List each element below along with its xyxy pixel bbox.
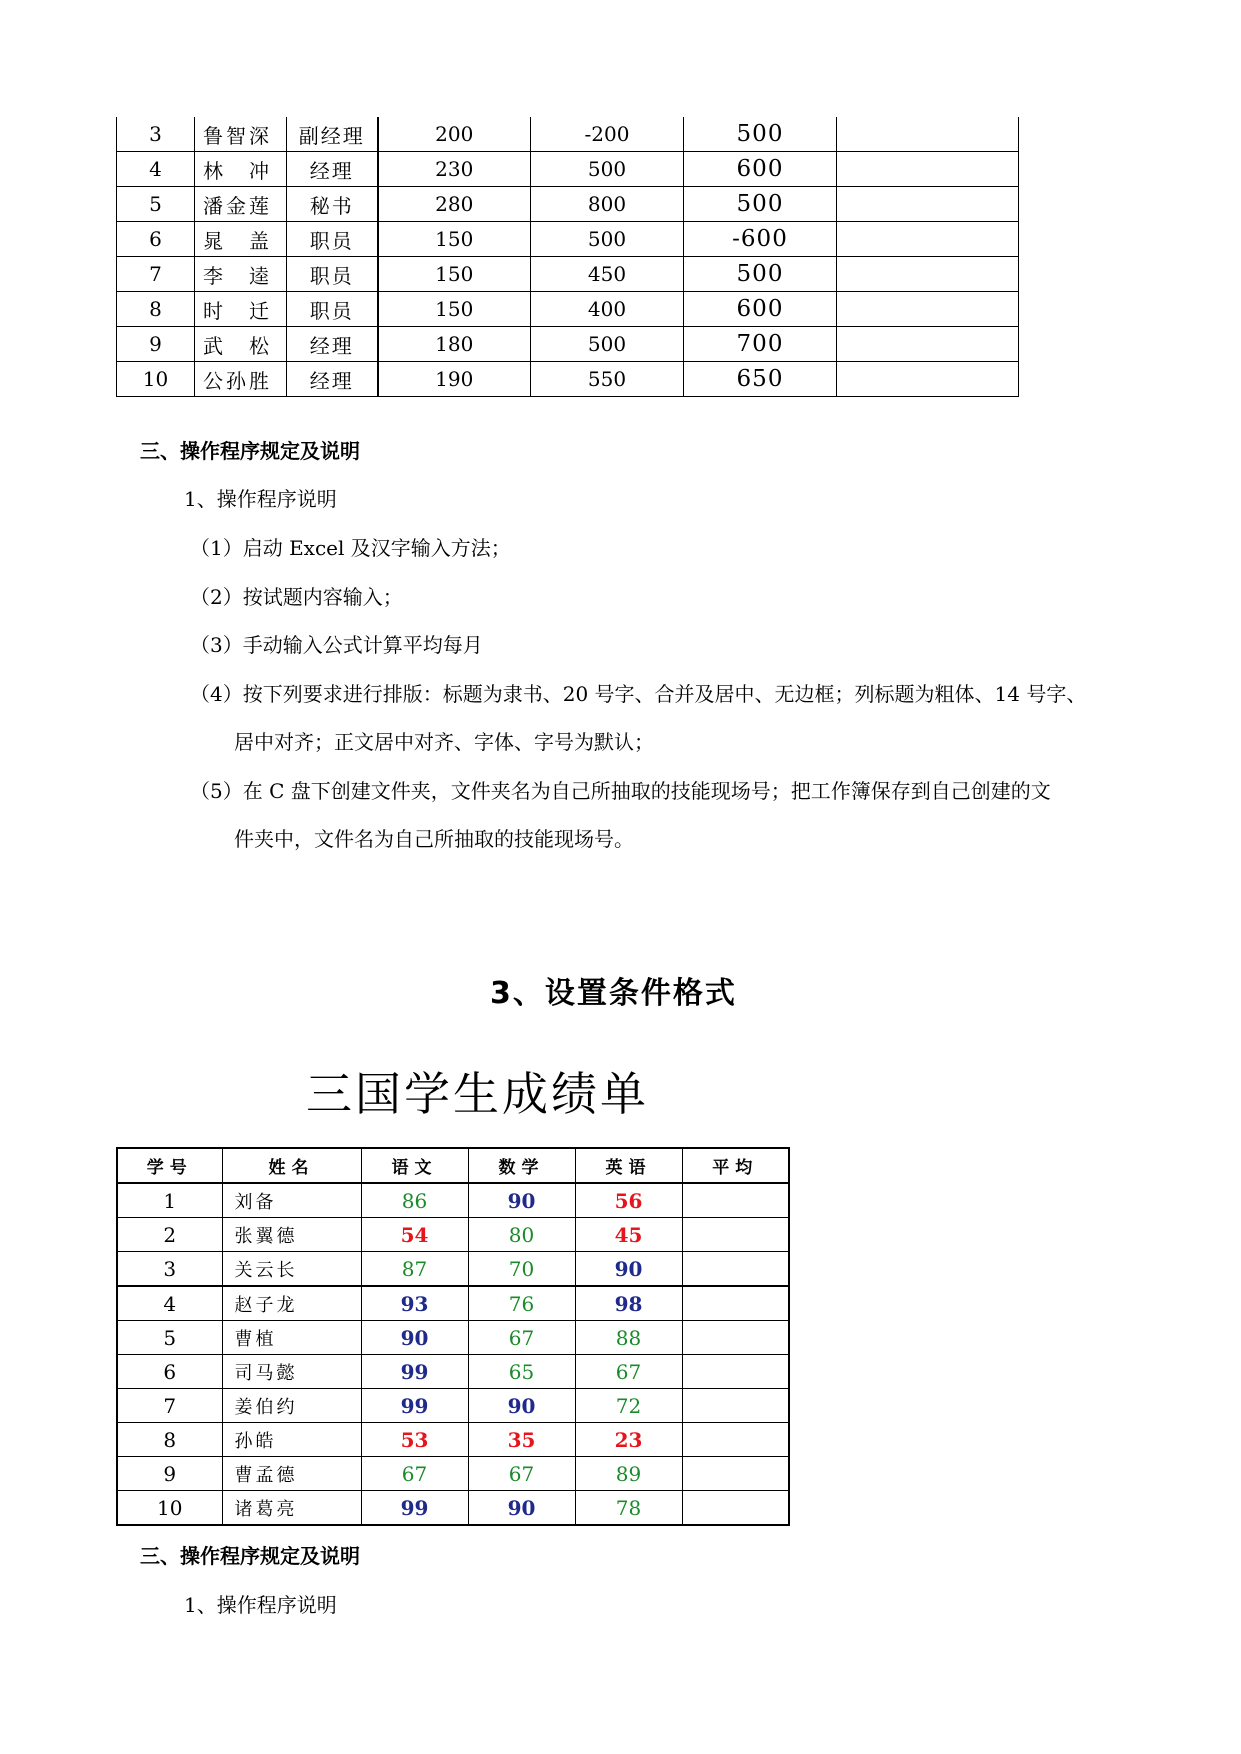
- cell-name: 公孙胜: [195, 362, 287, 397]
- table-row: [117, 1355, 789, 1389]
- cell-no: 8: [117, 292, 195, 327]
- cell-value: 500: [531, 152, 684, 187]
- table-row: [117, 292, 1019, 327]
- cell-score: 70: [468, 1252, 575, 1287]
- cell-score: 56: [575, 1183, 682, 1218]
- cell-name: 关云长: [222, 1252, 361, 1287]
- col-header-math: 数学: [468, 1148, 575, 1183]
- cell-score: 88: [575, 1321, 682, 1355]
- cell-score: 90: [468, 1491, 575, 1526]
- cell-score: 80: [468, 1218, 575, 1252]
- cell-no: 7: [117, 257, 195, 292]
- cell-value: -200: [531, 117, 684, 152]
- cell-score: 54: [361, 1218, 468, 1252]
- cell-name: 潘金莲: [195, 187, 287, 222]
- cell-value: 230: [378, 152, 531, 187]
- cell-average: [682, 1423, 789, 1457]
- cell-name: 李 逵: [195, 257, 287, 292]
- cell-value: 550: [531, 362, 684, 397]
- cell-position: 职员: [287, 257, 378, 292]
- table-row: [117, 1423, 789, 1457]
- table-row: [117, 1457, 789, 1491]
- cell-value: 500: [531, 222, 684, 257]
- cell-average: [682, 1252, 789, 1287]
- cell-value: 650: [684, 362, 837, 397]
- cell-empty: [837, 152, 1019, 187]
- table-row: [117, 1389, 789, 1423]
- cell-value: 150: [378, 292, 531, 327]
- cell-position: 副经理: [287, 117, 378, 152]
- cell-value: 180: [378, 327, 531, 362]
- cell-average: [682, 1286, 789, 1321]
- cell-score: 78: [575, 1491, 682, 1526]
- cell-value: 700: [684, 327, 837, 362]
- cell-average: [682, 1355, 789, 1389]
- cell-value: 500: [684, 117, 837, 152]
- cell-value: 600: [684, 152, 837, 187]
- cell-value: -600: [684, 222, 837, 257]
- cell-name: 曹孟德: [222, 1457, 361, 1491]
- table-row: [117, 1491, 789, 1526]
- cell-name: 赵子龙: [222, 1286, 361, 1321]
- cell-score: 67: [468, 1321, 575, 1355]
- cell-score: 98: [575, 1286, 682, 1321]
- cell-no: 5: [117, 187, 195, 222]
- cell-name: 诸葛亮: [222, 1491, 361, 1526]
- cell-value: 500: [684, 187, 837, 222]
- col-header-id: 学号: [117, 1148, 222, 1183]
- table-row: [117, 1183, 789, 1218]
- cell-score: 86: [361, 1183, 468, 1218]
- step-item-continued: 件夹中，文件名为自己所抽取的技能现场号。: [234, 827, 634, 851]
- cell-no: 4: [117, 152, 195, 187]
- cell-name: 孙皓: [222, 1423, 361, 1457]
- cell-average: [682, 1218, 789, 1252]
- cell-no: 6: [117, 1355, 222, 1389]
- cell-score: 90: [575, 1252, 682, 1287]
- cell-empty: [837, 292, 1019, 327]
- cell-value: 200: [378, 117, 531, 152]
- cell-no: 10: [117, 1491, 222, 1526]
- cell-no: 9: [117, 327, 195, 362]
- cell-score: 35: [468, 1423, 575, 1457]
- section-heading: 三、操作程序规定及说明: [140, 1544, 360, 1568]
- cell-score: 89: [575, 1457, 682, 1491]
- cell-no: 5: [117, 1321, 222, 1355]
- cell-name: 张翼德: [222, 1218, 361, 1252]
- table-row: [117, 1286, 789, 1321]
- cell-value: 150: [378, 222, 531, 257]
- cell-position: 经理: [287, 362, 378, 397]
- cell-no: 4: [117, 1286, 222, 1321]
- col-header-chinese: 语文: [361, 1148, 468, 1183]
- cell-empty: [837, 117, 1019, 152]
- cell-empty: [837, 327, 1019, 362]
- cell-name: 武 松: [195, 327, 287, 362]
- step-item: （3）手动输入公式计算平均每月: [190, 633, 483, 657]
- cell-average: [682, 1491, 789, 1526]
- cell-average: [682, 1457, 789, 1491]
- section-title: 3、设置条件格式: [490, 976, 737, 1011]
- table-row: [117, 117, 1019, 152]
- cell-score: 67: [361, 1457, 468, 1491]
- cell-position: 职员: [287, 292, 378, 327]
- cell-score: 45: [575, 1218, 682, 1252]
- cell-score: 67: [575, 1355, 682, 1389]
- section-subheading: 1、操作程序说明: [184, 487, 337, 511]
- cell-no: 2: [117, 1218, 222, 1252]
- cell-score: 87: [361, 1252, 468, 1287]
- cell-position: 秘书: [287, 187, 378, 222]
- col-header-average: 平均: [682, 1148, 789, 1183]
- cell-no: 1: [117, 1183, 222, 1218]
- cell-average: [682, 1183, 789, 1218]
- table-row: [117, 1218, 789, 1252]
- table-header-row: [117, 1148, 789, 1183]
- cell-score: 90: [468, 1389, 575, 1423]
- cell-no: 9: [117, 1457, 222, 1491]
- cell-position: 经理: [287, 327, 378, 362]
- cell-name: 刘备: [222, 1183, 361, 1218]
- cell-value: 190: [378, 362, 531, 397]
- step-item: （5）在 C 盘下创建文件夹，文件夹名为自己所抽取的技能现场号；把工作簿保存到自己创建的文: [190, 779, 1051, 803]
- cell-empty: [837, 187, 1019, 222]
- step-item: （4）按下列要求进行排版：标题为隶书、20 号字、合并及居中、无边框；列标题为粗体、14 号字、: [190, 682, 1087, 706]
- cell-score: 99: [361, 1491, 468, 1526]
- cell-empty: [837, 362, 1019, 397]
- cell-score: 67: [468, 1457, 575, 1491]
- section-heading: 三、操作程序规定及说明: [140, 439, 360, 463]
- cell-name: 曹植: [222, 1321, 361, 1355]
- col-header-english: 英语: [575, 1148, 682, 1183]
- cell-no: 8: [117, 1423, 222, 1457]
- cell-no: 3: [117, 1252, 222, 1287]
- cell-score: 99: [361, 1355, 468, 1389]
- cell-score: 23: [575, 1423, 682, 1457]
- cell-value: 150: [378, 257, 531, 292]
- cell-empty: [837, 222, 1019, 257]
- cell-value: 800: [531, 187, 684, 222]
- cell-name: 司马懿: [222, 1355, 361, 1389]
- cell-value: 280: [378, 187, 531, 222]
- step-item: （2）按试题内容输入；: [190, 585, 403, 609]
- cell-name: 姜伯约: [222, 1389, 361, 1423]
- sheet-title: 三国学生成绩单: [306, 1067, 649, 1121]
- step-item-continued: 居中对齐；正文居中对齐、字体、字号为默认；: [234, 730, 654, 754]
- cell-empty: [837, 257, 1019, 292]
- cell-score: 65: [468, 1355, 575, 1389]
- cell-no: 7: [117, 1389, 222, 1423]
- cell-name: 林 冲: [195, 152, 287, 187]
- cell-name: 晁 盖: [195, 222, 287, 257]
- table-row: [117, 1252, 789, 1287]
- cell-score: 53: [361, 1423, 468, 1457]
- score-table: [116, 1147, 790, 1526]
- table-row: [117, 222, 1019, 257]
- cell-name: 鲁智深: [195, 117, 287, 152]
- col-header-name: 姓名: [222, 1148, 361, 1183]
- cell-score: 99: [361, 1389, 468, 1423]
- cell-no: 6: [117, 222, 195, 257]
- table-row: [117, 1321, 789, 1355]
- table-row: [117, 362, 1019, 397]
- cell-no: 10: [117, 362, 195, 397]
- cell-value: 400: [531, 292, 684, 327]
- step-item: （1）启动 Excel 及汉字输入方法；: [190, 536, 511, 560]
- cell-position: 经理: [287, 152, 378, 187]
- cell-score: 72: [575, 1389, 682, 1423]
- cell-value: 500: [531, 327, 684, 362]
- table-row: [117, 187, 1019, 222]
- salary-table: [116, 117, 1019, 397]
- cell-score: 90: [361, 1321, 468, 1355]
- cell-no: 3: [117, 117, 195, 152]
- cell-average: [682, 1389, 789, 1423]
- cell-score: 76: [468, 1286, 575, 1321]
- cell-name: 时 迁: [195, 292, 287, 327]
- cell-value: 600: [684, 292, 837, 327]
- cell-position: 职员: [287, 222, 378, 257]
- section-subheading: 1、操作程序说明: [184, 1593, 337, 1617]
- table-row: [117, 257, 1019, 292]
- cell-score: 90: [468, 1183, 575, 1218]
- cell-value: 500: [684, 257, 837, 292]
- cell-score: 93: [361, 1286, 468, 1321]
- cell-value: 450: [531, 257, 684, 292]
- cell-average: [682, 1321, 789, 1355]
- table-row: [117, 327, 1019, 362]
- table-row: [117, 152, 1019, 187]
